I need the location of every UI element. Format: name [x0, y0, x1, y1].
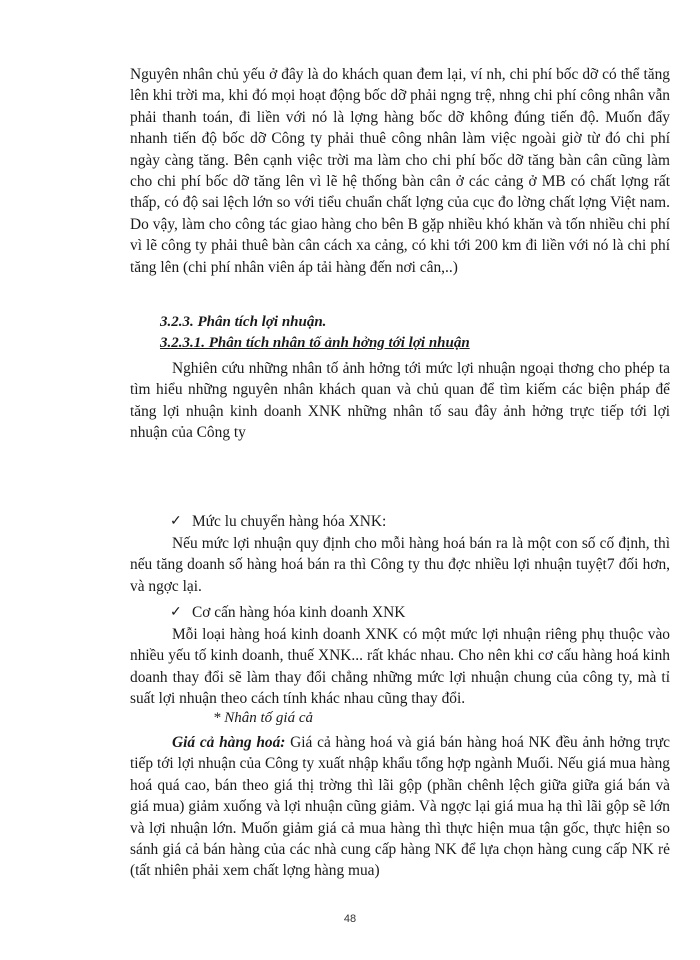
paragraph-structure: Mỗi loại hàng hoá kinh doanh XNK có một mức lợi nhuận riêng phụ thuộc vào nhiều yếu tố kinh doanh, thuế XNK... rất khác nhau. Cho nên khi cơ cấu hàng hoá kinh doanh thay đổi sẽ làm thay đổi chẳng những mức lợi nhuận chung của công ty, mà tỉ suất lợi nhuận theo cách tính khác nhau cũng thay đổi.: [130, 626, 670, 708]
checkmark-icon: ✓: [170, 514, 182, 529]
paragraph-price: [130, 732, 670, 882]
price-label: Giá cả hàng hoá:: [172, 734, 286, 751]
checklist-item-title: Cơ cấn hàng hóa kinh doanh XNK: [192, 604, 406, 621]
paragraph-cost-causes: Nguyên nhân chủ yếu ở đây là do khách quan đem lại, ví nh, chi phí bốc dỡ có thể tăng lên khi trời ma, khi đó mọi hoạt động bốc dỡ phải ngng trệ, nhng chi phí công nhân vẫn phải thanh toán, đi liền với nó là lợng hàng bốc dỡ không đúng tiến độ. Muốn đẩy nhanh tiến độ bốc dỡ Công ty phải thuê công nhân làm việc ngoài giờ từ đó chi phí ngày càng tăng. Bên cạnh việc trời ma làm cho chi phí bốc dỡ tăng bàn cân cũng làm cho chi phí bốc dỡ tăng lên vì lẽ hệ thống bàn cân ở các cảng ở MB có chất lợng rất thấp, có độ sai lệch lớn so với tiểu chuẩn chất lợng của cục đo lờng chất lợng Việt nam. Do vậy, làm cho công tác giao hàng cho bên B gặp nhiều khó khăn và tốn nhiều chi phí vì lẽ công ty phải thuê bàn cân cách xa cảng, có khi tới 200 km đi liền với nó là chi phí tăng lên (chi phí nhân viên áp tải hàng đến nơi cân,..): [130, 66, 670, 276]
paragraph-factors-intro: Nghiên cứu những nhân tố ảnh hởng tới mức lợi nhuận ngoại thơng cho phép ta tìm hiểu những nguyên nhân khách quan và chủ quan để tìm kiếm các biện pháp để tăng lợi nhuận kinh doanh XNK những nhân tố sau đây ảnh hởng trực tiếp tới lợi nhuận của Công ty: [130, 360, 670, 442]
checkmark-icon: ✓: [170, 605, 182, 620]
page-number: 48: [343, 913, 357, 925]
checklist-item-structure: [170, 602, 405, 623]
sub-heading-price-factor: * Nhân tố giá cả: [213, 710, 313, 726]
section-heading-profit-analysis: 3.2.3. Phân tích lợi nhuận.: [160, 314, 327, 330]
checklist-item-title: Mức lu chuyển hàng hóa XNK:: [192, 513, 387, 530]
price-text: Giá cả hàng hoá và giá bán hàng hoá NK đều ảnh hởng trực tiếp tới lợi nhuận của Công ty xuất nhập khẩu tổng hợp ngành Muối. Nếu giá mua hàng hoá quá cao, bán theo giá thị trờng thì lãi gộp (phần chênh lệch giữa giữa giá bán và giá mua) giảm xuống và lợi nhuận cũng giảm. Và ngợc lại giá mua hạ thì lãi gộp sẽ lớn và lợi nhuận lớn. Muốn giảm giá cả mua hàng thì thực hiện mua tận gốc, thực hiện so sánh giá cả bán hàng của các nhà cung cấp hàng NK để lựa chọn hàng cung cấp NK rẻ (tất nhiên phải xem chất lợng hàng mua): [130, 734, 670, 880]
paragraph-turnover: Nếu mức lợi nhuận quy định cho mỗi hàng hoá bán ra là một con số cố định, thì nếu tăng doanh số hàng hoá bán ra thì Công ty thu đợc nhiều lợi nhuận tuyệt7 đối hơn, và ngợc lại.: [130, 535, 670, 595]
subsection-heading-profit-factors: 3.2.3.1. Phân tích nhân tố ảnh hởng tới lợi nhuận: [160, 335, 470, 351]
checklist-item-turnover: [170, 511, 386, 532]
